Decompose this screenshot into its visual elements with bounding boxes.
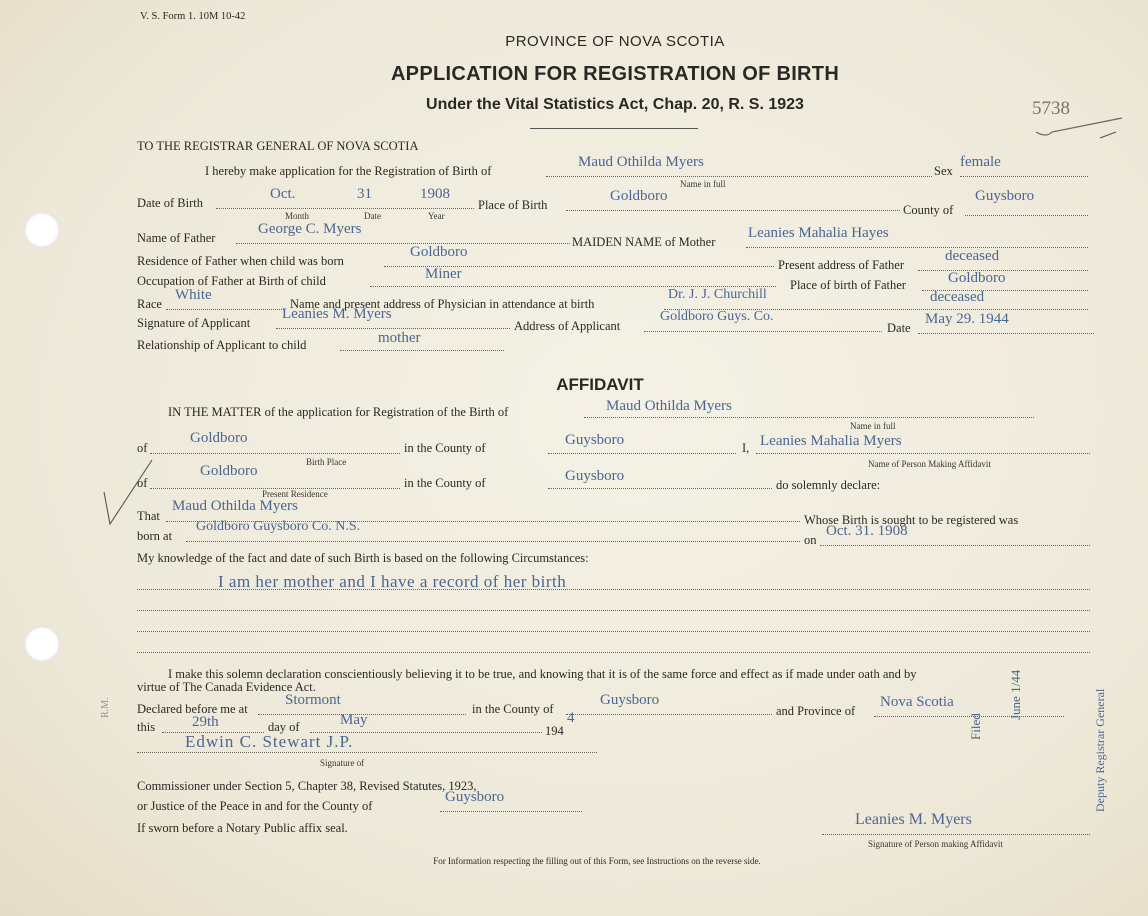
on-date: Oct. 31. 1908	[826, 523, 908, 539]
mother-maiden-name: Leanies Mahalia Hayes	[748, 225, 889, 241]
form-title: APPLICATION FOR REGISTRATION OF BIRTH	[390, 63, 840, 85]
signature-label: Signature of Applicant	[137, 316, 251, 330]
circumstances-line-2	[137, 610, 1090, 611]
knowledge-text: My knowledge of the fact and date of such Birth is based on the following Circumstances:	[137, 551, 589, 565]
affidavit-province: Nova Scotia	[880, 694, 954, 710]
physician-label: Name and present address of Physician in attendance at birth	[290, 297, 595, 311]
header-tick-icon	[1098, 130, 1118, 146]
place-of-birth: Goldboro	[610, 188, 668, 204]
day-of-label: day of	[268, 720, 300, 734]
notary-text: If sworn before a Notary Public affix seal.	[137, 821, 348, 835]
solemn-text-2: virtue of The Canada Evidence Act.	[137, 680, 316, 694]
affidavit-birth-place: Goldboro	[190, 430, 248, 446]
father-occupation: Miner	[425, 266, 462, 282]
file-number: 5738	[1032, 98, 1070, 119]
affidavit-county-1: Guysboro	[565, 432, 625, 448]
father-birthplace: Goldboro	[948, 270, 1006, 286]
deputy-registrar-note: Deputy Registrar General	[1093, 688, 1107, 812]
county3-line	[566, 714, 772, 715]
sex-value: female	[960, 154, 1001, 170]
dob-year: 1908	[420, 186, 450, 202]
form-code: V. S. Form 1. 10M 10-42	[140, 11, 246, 22]
intro-label: I hereby make application for the Registration of Birth of	[205, 164, 492, 178]
in-county-label-3: in the County of	[472, 702, 554, 716]
commissioner-county: Guysboro	[445, 789, 505, 805]
registrar-address: TO THE REGISTRAR GENERAL OF NOVA SCOTIA	[137, 139, 419, 153]
commissioner-signature: Edwin C. Stewart J.P.	[185, 732, 354, 751]
filed-date: June 1/44	[1008, 669, 1023, 720]
circumstances-line-4	[137, 652, 1090, 653]
race-value: White	[175, 287, 212, 303]
affidavit-county-2: Guysboro	[565, 468, 625, 484]
child-name: Maud Othilda Myers	[578, 154, 704, 170]
this-label: this	[137, 720, 156, 734]
birth-place-line	[150, 453, 400, 454]
application-date: May 29. 1944	[925, 311, 1009, 327]
relationship-line	[340, 350, 504, 351]
father-birthplace-label: Place of birth of Father	[790, 278, 906, 292]
dob-month: Oct.	[270, 186, 296, 202]
punch-hole-top	[24, 212, 60, 248]
year-prefix: 194	[545, 724, 564, 738]
affiant-caption: Name of Person Making Affidavit	[868, 459, 991, 469]
month-caption: Month	[285, 211, 310, 221]
applicant-address: Goldboro Guys. Co.	[660, 309, 774, 324]
relationship-label: Relationship of Applicant to child	[137, 338, 307, 352]
dob-label: Date of Birth	[137, 196, 203, 210]
matter-label: IN THE MATTER of the application for Registration of the Birth of	[168, 405, 509, 419]
father-occupation-label: Occupation of Father at Birth of child	[137, 274, 326, 288]
affidavit-name-caption: Name in full	[850, 421, 896, 431]
province-label: and Province of	[776, 704, 856, 718]
affidavit-day: 29th	[192, 714, 219, 730]
filed-note: Filed	[968, 713, 983, 740]
father-name-label: Name of Father	[137, 231, 216, 245]
affiant-signature: Leanies M. Myers	[855, 811, 972, 828]
name-in-full-caption: Name in full	[680, 179, 726, 189]
circumstances-line-3	[137, 631, 1090, 632]
affidavit-month: May	[340, 712, 368, 728]
in-county-label-2: in the County of	[404, 476, 486, 490]
county-line	[965, 215, 1088, 216]
date-label: Date	[887, 321, 911, 335]
that-name: Maud Othilda Myers	[172, 498, 298, 514]
race-label: Race	[137, 297, 162, 311]
commissioner-text-2: or Justice of the Peace in and for the County of	[137, 799, 373, 813]
county-value: Guysboro	[975, 188, 1035, 204]
dob-date: 31	[357, 186, 372, 202]
year-caption: Year	[428, 211, 445, 221]
father-residence-label: Residence of Father when child was born	[137, 254, 344, 268]
relationship-value: mother	[378, 330, 421, 346]
applicant-signature: Leanies M. Myers	[282, 306, 392, 322]
margin-initials: R.M.	[100, 697, 111, 718]
declared-label: Declared before me at	[137, 702, 248, 716]
form-subtitle: Under the Vital Statistics Act, Chap. 20, R. S. 1923	[426, 96, 804, 113]
father-present-address: deceased	[945, 248, 1000, 264]
father-present-address-label: Present address of Father	[778, 258, 905, 272]
title-divider	[530, 128, 698, 129]
declared-at: Stormont	[285, 692, 341, 708]
residence-caption: Present Residence	[262, 489, 328, 499]
province-heading: PROVINCE OF NOVA SCOTIA	[505, 33, 725, 50]
born-at-value: Goldboro Guysboro Co. N.S.	[196, 519, 361, 534]
in-county-label-1: in the County of	[404, 441, 486, 455]
affidavit-child-name: Maud Othilda Myers	[606, 398, 732, 414]
footer-note: For Information respecting the filling out of this Form, see Instructions on the reverse side.	[433, 856, 761, 866]
father-name: George C. Myers	[258, 221, 362, 237]
affidavit-residence: Goldboro	[200, 463, 258, 479]
margin-check-icon	[96, 458, 156, 530]
on-label: on	[804, 533, 817, 547]
signature-of-caption: Signature of	[320, 758, 365, 768]
that-label: That	[137, 509, 160, 523]
county-label: County of	[903, 203, 954, 217]
declare-text: do solemnly declare:	[776, 478, 881, 492]
physician-name: Dr. J. J. Churchill	[668, 287, 767, 302]
whose-birth-text: Whose Birth is sought to be registered was	[804, 513, 1019, 527]
affiant-signature-caption: Signature of Person making Affidavit	[868, 839, 1003, 849]
place-of-birth-label: Place of Birth	[478, 198, 548, 212]
i-label: I,	[742, 441, 750, 455]
of-label-1: of	[137, 441, 148, 455]
birth-place-caption: Birth Place	[306, 457, 347, 467]
physician-status: deceased	[930, 289, 985, 305]
of-label-2: of	[137, 476, 148, 490]
affidavit-county-3: Guysboro	[600, 692, 660, 708]
sex-label: Sex	[934, 164, 953, 178]
solemn-text-1: I make this solemn declaration conscientiously believing it to be true, and knowing that it is of the same force and effect as if made under oath and by	[168, 667, 917, 681]
commissioner-text-1: Commissioner under Section 5, Chapter 38, Revised Statutes, 1923,	[137, 779, 477, 793]
mother-maiden-label: MAIDEN NAME of Mother	[572, 235, 716, 249]
date-caption: Date	[364, 211, 381, 221]
circumstances-text: I am her mother and I have a record of her birth	[218, 572, 567, 591]
affiant-name: Leanies Mahalia Myers	[760, 433, 902, 449]
year-digit: 4	[567, 710, 575, 726]
punch-hole-bottom	[24, 626, 60, 662]
born-at-label: born at	[137, 529, 173, 543]
applicant-address-label: Address of Applicant	[514, 319, 621, 333]
father-residence: Goldboro	[410, 244, 468, 260]
affidavit-heading: AFFIDAVIT	[556, 375, 644, 394]
